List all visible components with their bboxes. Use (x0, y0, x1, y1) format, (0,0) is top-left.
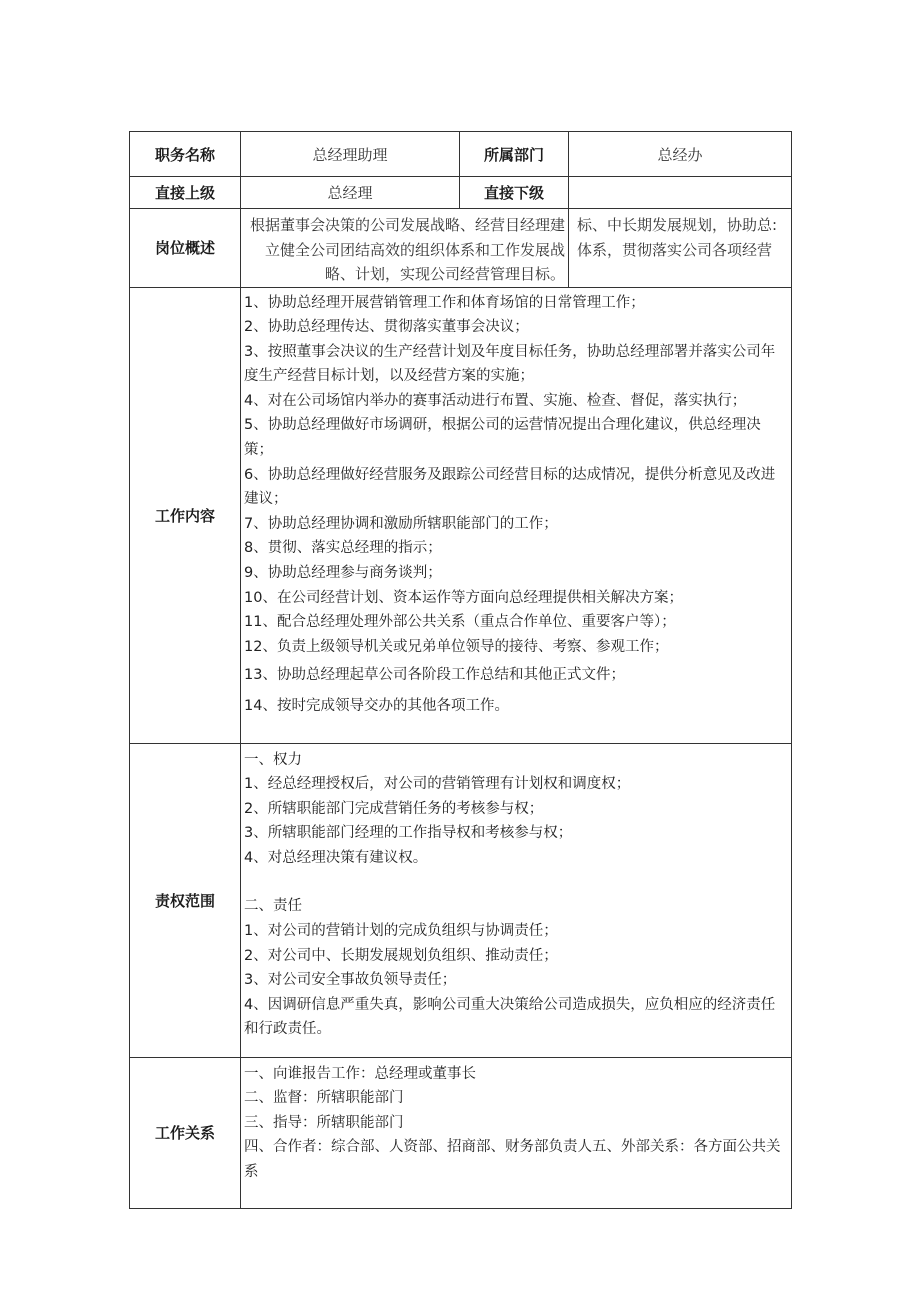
relation-item: 二、监督：所辖职能部门 (244, 1090, 404, 1107)
work-item: 14、按时完成领导交办的其他各项工作。 (244, 698, 509, 714)
work-item: 2、协助总经理传达、贯彻落实董事会决议； (244, 319, 529, 336)
relation-item: 一、向谁报告工作：总经理或董事长 (244, 1065, 476, 1082)
work-item: 12、负责上级领导机关或兄弟单位领导的接待、考察、参观工作； (244, 638, 669, 655)
work-item: 6、协助总经理做好经营服务及跟踪公司经营目标的达成情况，提供分析意见及改进建议； (244, 466, 776, 508)
row-work-content (130, 287, 792, 743)
resp-item: 2、对公司中、长期发展规划负组织、推动责任； (244, 947, 558, 964)
resp-item: 4、因调研信息严重失真，影响公司重大决策给公司造成损失，应负相应的经济责任和行政责任。 (244, 996, 776, 1038)
row-title-dept (130, 132, 792, 177)
relation-item: 三、指导：所辖职能部门 (244, 1114, 404, 1131)
row-overview (130, 209, 792, 288)
power-item: 4、对总经理决策有建议权。 (244, 849, 428, 866)
subordinate-value (569, 177, 792, 209)
job-description-table (129, 131, 792, 1209)
work-content-label: 工作内容 (130, 287, 241, 743)
resp-heading: 二、责任 (244, 898, 302, 915)
overview-left-line: 根据董事会决策的公司发展战略、经营目经理建 (249, 216, 565, 234)
superior-value: 总经理 (241, 177, 460, 209)
work-item: 10、在公司经营计划、资本运作等方面向总经理提供相关解决方案； (244, 589, 683, 606)
work-item: 9、协助总经理参与商务谈判； (244, 565, 442, 582)
overview-text-right (569, 209, 792, 288)
power-item: 2、所辖职能部门完成营销任务的考核参与权； (244, 800, 544, 817)
row-authority (130, 743, 792, 1057)
dept-value: 总经办 (569, 132, 792, 177)
section-spacer (244, 870, 787, 894)
work-content-list (241, 287, 792, 743)
work-item: 11、配合总经理处理外部公共关系（重点合作单位、重要客户等）； (244, 614, 676, 631)
overview-right-line: 标、中长期发展规划，协助总: (577, 216, 778, 234)
work-item: 4、对在公司场馆内举办的赛事活动进行布置、实施、检查、督促，落实执行； (244, 392, 747, 409)
relations-content (241, 1057, 792, 1208)
resp-item: 3、对公司安全事故负领导责任； (244, 972, 457, 989)
dept-label: 所属部门 (460, 132, 569, 177)
title-value: 总经理助理 (241, 132, 460, 177)
relation-item: 四、合作者：综合部、人资部、招商部、财务部负责人五、外部关系：各方面公共关系 (244, 1139, 781, 1180)
row-superior-subordinate (130, 177, 792, 209)
work-item: 1、协助总经理开展营销管理工作和体育场馆的日常管理工作； (244, 294, 645, 311)
power-item: 1、经总经理授权后，对公司的营销管理有计划权和调度权； (244, 776, 631, 793)
title-label: 职务名称 (130, 132, 241, 177)
work-item: 13、协助总经理起草公司各阶段工作总结和其他正式文件； (244, 667, 625, 684)
superior-label: 直接上级 (130, 177, 241, 209)
subordinate-label: 直接下级 (460, 177, 569, 209)
work-item: 7、协助总经理协调和激励所辖职能部门的工作； (244, 515, 558, 532)
authority-label: 责权范围 (130, 743, 241, 1057)
work-item: 8、贯彻、落实总经理的指示； (244, 540, 442, 557)
power-item: 3、所辖职能部门经理的工作指导权和考核参与权； (244, 825, 573, 842)
overview-left-line: 略、计划，实现公司经营管理目标。 (324, 265, 565, 283)
overview-left-line: 立健全公司团结高效的组织体系和工作发展战 (264, 240, 565, 259)
relations-label: 工作关系 (130, 1057, 241, 1208)
authority-content (241, 743, 792, 1057)
job-description-form (129, 131, 791, 1204)
work-item: 5、协助总经理做好市场调研，根据公司的运营情况提出合理化建议，供总经理决策； (244, 417, 761, 459)
overview-text-left (241, 209, 569, 288)
work-item: 3、按照董事会决议的生产经营计划及年度目标任务，协助总经理部署并落实公司年度生产经营目标计划，以及经营方案的实施； (244, 343, 776, 385)
row-relations (130, 1057, 792, 1208)
overview-label: 岗位概述 (130, 209, 241, 288)
overview-right-line: 体系，贯彻落实公司各项经营 (577, 240, 773, 259)
resp-item: 1、对公司的营销计划的完成负组织与协调责任； (244, 923, 558, 940)
power-heading: 一、权力 (244, 751, 302, 768)
